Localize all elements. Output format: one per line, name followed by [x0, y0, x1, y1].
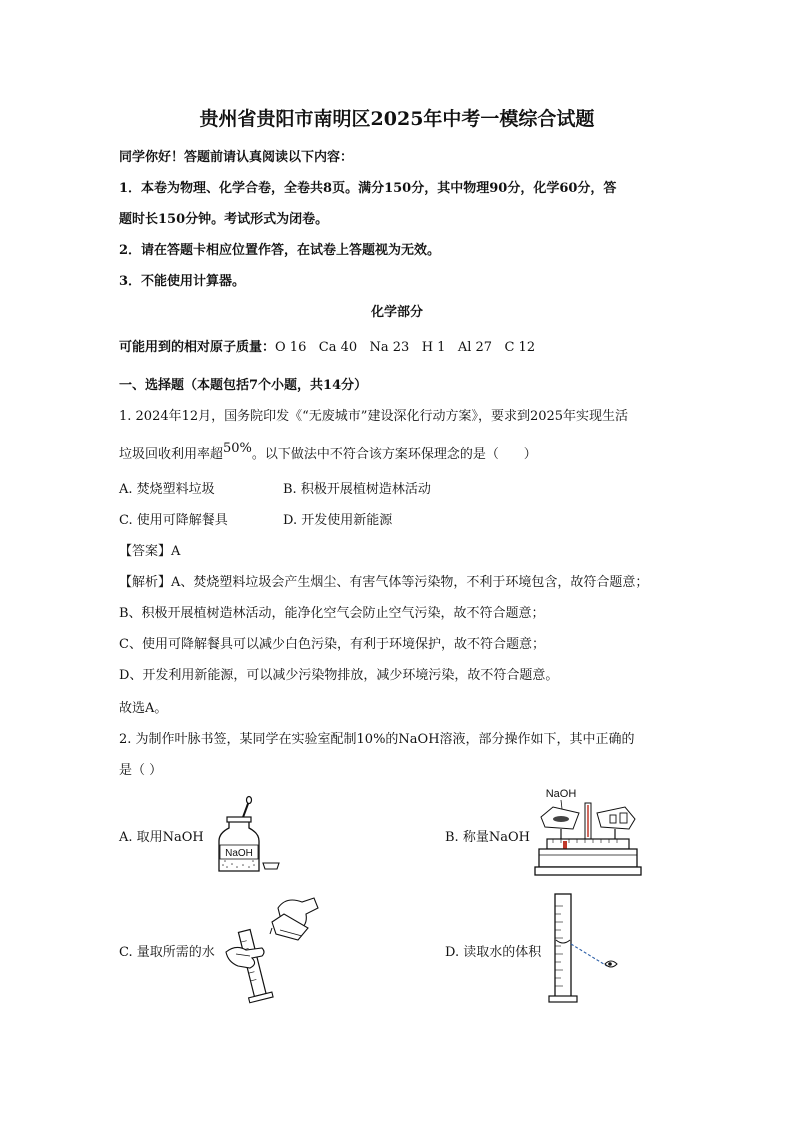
- q2-figure-a-reagent-bottle: [213, 795, 283, 875]
- q1-analysis-c: C、使用可降解餐具可以减少白色污染，有利于环境保护，故不符合题意；: [119, 637, 545, 652]
- page-title: 贵州省贵阳市南明区2025年中考一模综合试题: [199, 108, 595, 130]
- q1-stem-line-2: [119, 443, 537, 462]
- q1-option-a: A. 焚烧塑料垃圾: [119, 482, 215, 497]
- intro-item-1-line-1: 1．本卷为物理、化学合卷，全卷共8页。满分150分，其中物理90分，化学60分，答: [119, 181, 617, 196]
- q1-percentage: 50%: [223, 441, 252, 456]
- q2-option-c: C. 量取所需的水: [119, 945, 215, 960]
- atomic-mass-values: O 16 Ca 40 Na 23 H 1 Al 27 C 12: [275, 340, 536, 355]
- balance-label: NaOH: [545, 788, 577, 800]
- q1-stem-question: 。以下做法中不符合该方案环保理念的是（ ）: [251, 447, 537, 462]
- intro-greeting: 同学你好！答题前请认真阅读以下内容：: [119, 150, 354, 165]
- q2-figure-d-reading-volume: [543, 888, 623, 1008]
- intro-item-1-line-2: 题时长150分钟。考试形式为闭卷。: [119, 212, 329, 227]
- q1-analysis-b: B、积极开展植树造林活动，能净化空气会防止空气污染，故不符合题意；: [119, 606, 545, 621]
- q1-option-b: B. 积极开展植树造林活动: [283, 482, 431, 497]
- intro-item-2: 2．请在答题卡相应位置作答，在试卷上答题视为无效。: [119, 243, 441, 258]
- q1-conclusion: 故选A。: [119, 701, 168, 716]
- bottle-label: NaOH: [225, 848, 253, 859]
- q2-stem-line-2: 是（ ）: [119, 763, 163, 778]
- q2-option-d: D. 读取水的体积: [445, 945, 542, 960]
- part1-heading: 一、选择题（本题包括7个小题，共14分）: [119, 378, 368, 393]
- q2-option-b: B. 称量NaOH: [445, 830, 530, 845]
- atomic-mass-line: [119, 336, 535, 355]
- q1-answer: 【答案】A: [119, 544, 181, 559]
- q2-stem-line-1: 2. 为制作叶脉书签，某同学在实验室配制10%的NaOH溶液，部分操作如下，其中正确的: [119, 732, 635, 747]
- q1-analysis-d: D、开发利用新能源，可以减少污染物排放，减少环境污染，故不符合题意。: [119, 668, 559, 683]
- q1-option-c: C. 使用可降解餐具: [119, 513, 228, 528]
- q1-option-d: D. 开发使用新能源: [283, 513, 393, 528]
- q1-stem-line-1: 1. 2024年12月，国务院印发《“无废城市”建设深化行动方案》，要求到2025年实现生活: [119, 409, 629, 424]
- intro-item-3: 3．不能使用计算器。: [119, 274, 246, 289]
- q1-stem-text: 垃圾回收利用率超: [119, 447, 224, 462]
- q2-figure-c-pouring-water: [222, 892, 326, 1004]
- q1-analysis-a: 【解析】A、焚烧塑料垃圾会产生烟尘、有害气体等污染物，不利于环境包含，故符合题意；: [119, 575, 649, 590]
- q2-option-a: A. 取用NaOH: [119, 830, 204, 845]
- section-title: 化学部分: [370, 305, 423, 320]
- q2-figure-b-balance: [533, 785, 643, 881]
- atomic-mass-label: 可能用到的相对原子质量：: [119, 340, 276, 355]
